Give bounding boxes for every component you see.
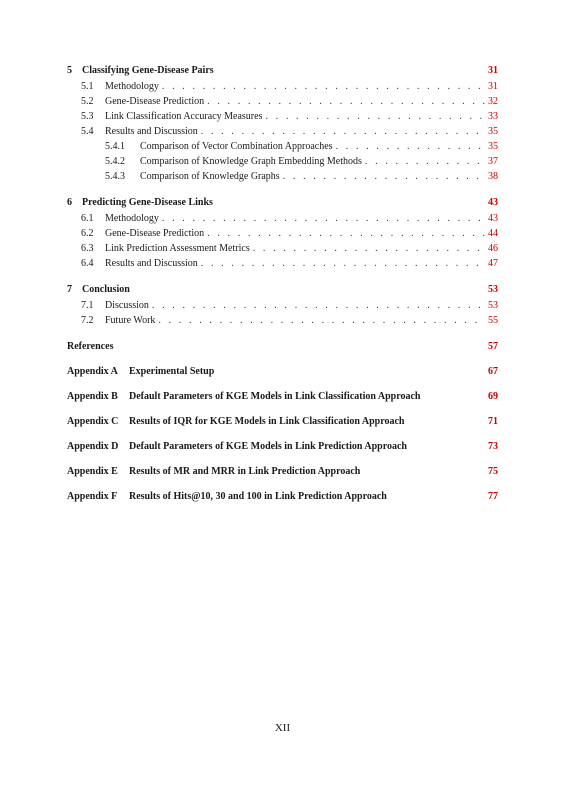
toc-entry-5-4-3[interactable] bbox=[67, 169, 498, 184]
page-link[interactable]: 55 bbox=[488, 315, 498, 326]
dot-leader bbox=[152, 298, 485, 313]
chapter-number: 6 bbox=[67, 197, 72, 208]
toc-entry-5-4[interactable] bbox=[67, 124, 498, 139]
chapter-title: Predicting Gene-Disease Links bbox=[82, 197, 213, 208]
section-number: 6.3 bbox=[81, 243, 94, 254]
toc-entry-5-4-1[interactable] bbox=[67, 139, 498, 154]
appendix-label: Appendix C bbox=[67, 416, 119, 427]
toc-entry-chapter-7[interactable] bbox=[67, 283, 498, 296]
toc-entry-appendix-e[interactable] bbox=[67, 465, 498, 478]
section-title: Discussion bbox=[105, 300, 149, 311]
toc-entry-6-1[interactable] bbox=[67, 211, 498, 226]
subsection-title: Comparison of Vector Combination Approaches bbox=[140, 141, 333, 152]
toc-entry-6-3[interactable] bbox=[67, 241, 498, 256]
section-title: Future Work bbox=[105, 315, 156, 326]
appendix-title: Results of MR and MRR in Link Prediction Approach bbox=[129, 466, 361, 477]
subsection-title: Comparison of Knowledge Graph Embedding Methods bbox=[140, 156, 362, 167]
subsection-number: 5.4.1 bbox=[105, 141, 125, 152]
appendix-title: Results of Hits@10, 30 and 100 in Link Prediction Approach bbox=[129, 491, 387, 502]
page-link[interactable]: 43 bbox=[488, 197, 498, 208]
appendix-title: Experimental Setup bbox=[129, 366, 215, 377]
page-link[interactable]: 35 bbox=[488, 141, 498, 152]
section-number: 6.2 bbox=[81, 228, 94, 239]
section-number: 5.4 bbox=[81, 126, 94, 137]
page-link[interactable]: 53 bbox=[488, 300, 498, 311]
section-number: 5.3 bbox=[81, 111, 94, 122]
page-link[interactable]: 47 bbox=[488, 258, 498, 269]
subsection-title: Comparison of Knowledge Graphs bbox=[140, 171, 280, 182]
subsection-number: 5.4.3 bbox=[105, 171, 125, 182]
page-link[interactable]: 46 bbox=[488, 243, 498, 254]
page-link[interactable]: 71 bbox=[488, 416, 498, 427]
toc-entry-references[interactable] bbox=[67, 340, 498, 353]
toc-entry-5-1[interactable] bbox=[67, 79, 498, 94]
chapter-6-block bbox=[67, 196, 498, 271]
toc-entry-appendix-b[interactable] bbox=[67, 390, 498, 403]
dot-leader bbox=[162, 79, 485, 94]
toc-entry-appendix-c[interactable] bbox=[67, 415, 498, 428]
toc-entry-7-1[interactable] bbox=[67, 298, 498, 313]
page-link[interactable]: 73 bbox=[488, 441, 498, 452]
section-title: Gene-Disease Prediction bbox=[105, 96, 205, 107]
section-number: 7.1 bbox=[81, 300, 94, 311]
dot-leader bbox=[265, 109, 485, 124]
appendix-label: Appendix F bbox=[67, 491, 118, 502]
appendix-title: Default Parameters of KGE Models in Link Prediction Approach bbox=[129, 441, 407, 452]
dot-leader bbox=[283, 169, 485, 184]
section-title: Methodology bbox=[105, 213, 159, 224]
section-title: Link Classification Accuracy Measures bbox=[105, 111, 263, 122]
toc-entry-chapter-5[interactable] bbox=[67, 64, 498, 77]
appendix-label: Appendix A bbox=[67, 366, 118, 377]
page-number-footer: XII bbox=[274, 722, 291, 734]
toc-entry-appendix-f[interactable] bbox=[67, 490, 498, 503]
chapter-number: 5 bbox=[67, 65, 72, 76]
dot-leader bbox=[201, 124, 485, 139]
page-link[interactable]: 35 bbox=[488, 126, 498, 137]
dot-leader bbox=[365, 154, 485, 169]
references-title: References bbox=[67, 341, 114, 352]
section-number: 6.4 bbox=[81, 258, 94, 269]
section-number: 5.1 bbox=[81, 81, 94, 92]
section-title: Results and Discussion bbox=[105, 258, 198, 269]
toc-entry-5-3[interactable] bbox=[67, 109, 498, 124]
toc-entry-6-4[interactable] bbox=[67, 256, 498, 271]
table-of-contents bbox=[67, 64, 498, 515]
page-link[interactable]: 57 bbox=[488, 341, 498, 352]
toc-entry-6-2[interactable] bbox=[67, 226, 498, 241]
dot-leader bbox=[336, 139, 485, 154]
page-link[interactable]: 33 bbox=[488, 111, 498, 122]
chapter-title: Classifying Gene-Disease Pairs bbox=[82, 65, 214, 76]
dot-leader bbox=[158, 313, 485, 328]
appendix-label: Appendix E bbox=[67, 466, 118, 477]
section-title: Gene-Disease Prediction bbox=[105, 228, 205, 239]
appendix-label: Appendix D bbox=[67, 441, 119, 452]
dot-leader bbox=[207, 94, 485, 109]
toc-entry-7-2[interactable] bbox=[67, 313, 498, 328]
section-title: Link Prediction Assessment Metrics bbox=[105, 243, 250, 254]
chapter-7-block bbox=[67, 283, 498, 328]
chapter-title: Conclusion bbox=[82, 284, 130, 295]
dot-leader bbox=[207, 226, 485, 241]
dot-leader bbox=[162, 211, 485, 226]
subsection-number: 5.4.2 bbox=[105, 156, 125, 167]
page-link[interactable]: 38 bbox=[488, 171, 498, 182]
toc-entry-chapter-6[interactable] bbox=[67, 196, 498, 209]
dot-leader bbox=[201, 256, 485, 271]
page-link[interactable]: 67 bbox=[488, 366, 498, 377]
page-link[interactable]: 44 bbox=[488, 228, 498, 239]
page-link[interactable]: 75 bbox=[488, 466, 498, 477]
section-title: Results and Discussion bbox=[105, 126, 198, 137]
dot-leader bbox=[253, 241, 485, 256]
toc-entry-5-4-2[interactable] bbox=[67, 154, 498, 169]
section-number: 6.1 bbox=[81, 213, 94, 224]
page-link[interactable]: 32 bbox=[488, 96, 498, 107]
appendix-title: Default Parameters of KGE Models in Link Classification Approach bbox=[129, 391, 421, 402]
page-link[interactable]: 69 bbox=[488, 391, 498, 402]
appendix-title: Results of IQR for KGE Models in Link Classification Approach bbox=[129, 416, 405, 427]
appendix-label: Appendix B bbox=[67, 391, 118, 402]
page-link[interactable]: 37 bbox=[488, 156, 498, 167]
page-link[interactable]: 31 bbox=[488, 65, 498, 76]
page-link[interactable]: 31 bbox=[488, 81, 498, 92]
toc-entry-appendix-a[interactable] bbox=[67, 365, 498, 378]
section-number: 7.2 bbox=[81, 315, 94, 326]
section-title: Methodology bbox=[105, 81, 159, 92]
chapter-number: 7 bbox=[67, 284, 72, 295]
page-link[interactable]: 53 bbox=[488, 284, 498, 295]
section-number: 5.2 bbox=[81, 96, 94, 107]
chapter-5-block bbox=[67, 64, 498, 184]
page-link[interactable]: 43 bbox=[488, 213, 498, 224]
toc-entry-5-2[interactable] bbox=[67, 94, 498, 109]
toc-entry-appendix-d[interactable] bbox=[67, 440, 498, 453]
page-link[interactable]: 77 bbox=[488, 491, 498, 502]
